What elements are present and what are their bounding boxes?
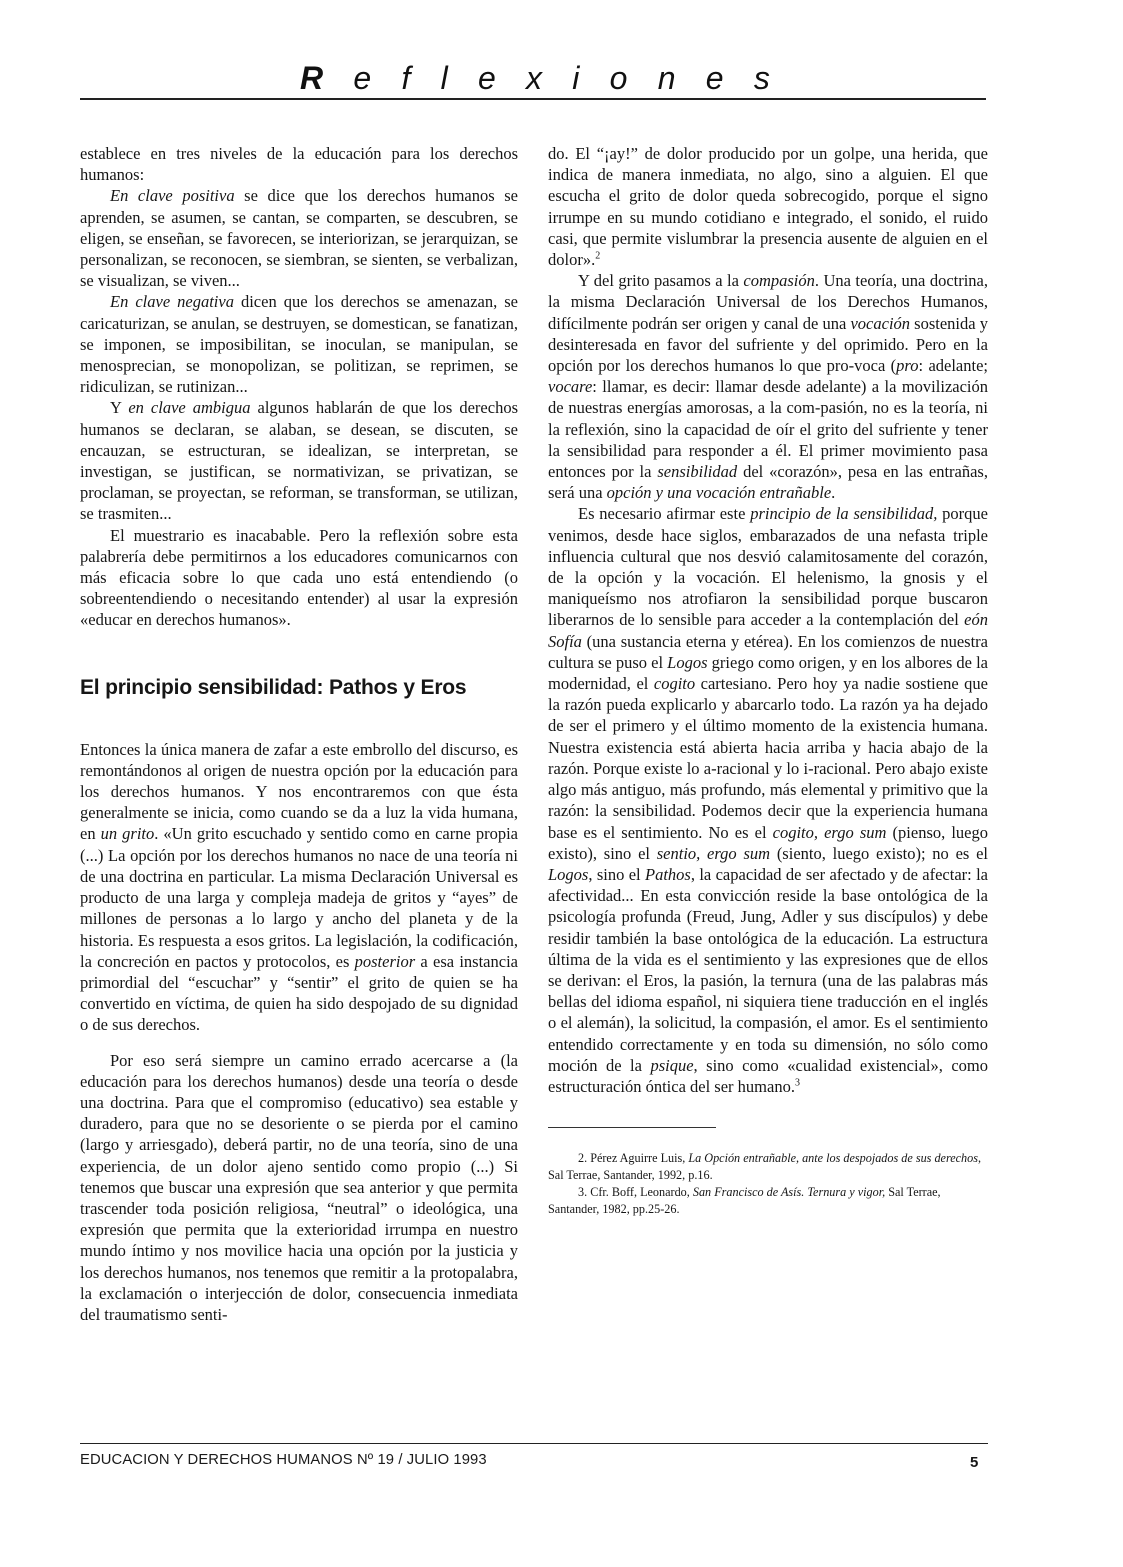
- logos-emphasis: Logos: [548, 864, 589, 884]
- cogito-emphasis: cogito: [653, 674, 696, 694]
- continuation-paragraph: [548, 143, 988, 270]
- compasion-text: del «corazón», pesa en las entrañas, será una: [548, 462, 988, 503]
- necesario-text: griego como origen, y en los albores de la modernidad, el: [548, 652, 989, 694]
- positive-key-paragraph: [80, 185, 518, 291]
- footnote-text: 2. Pérez Aguirre Luis,: [578, 1151, 689, 1166]
- header-letter: R: [300, 60, 324, 96]
- cogito-ergo-sum-emphasis: cogito, ergo sum: [772, 822, 887, 842]
- posterior-emphasis: posterior: [354, 951, 416, 971]
- header-letter: e: [705, 60, 724, 96]
- necesario-text: (pienso, luego existo), sino el: [548, 822, 989, 863]
- compasion-text: . Una teoría, una doctrina, la misma Declaración Universal de los Derechos Humanos, difícilmente podrán ser origen y canal de una: [548, 271, 988, 333]
- muestrario-paragraph: El muestrario es inacabable. Pero la reflexión sobre esta palabrería debe permitirnos a los educadores comunicarnos con más eficacia sobre lo que cada uno está entendiendo (o sobreentendiendo o necesitando entender) al usar la expresión «educar en derechos humanos».: [80, 525, 518, 630]
- left-column: [80, 143, 518, 1325]
- header-letter: l: [440, 60, 448, 96]
- footnote-ref-2: 2: [595, 250, 601, 262]
- positive-key-text: se dice que los derechos humanos se aprenden, se asumen, se cantan, se comparten, se descubren, se eligen, se enseñan, se favorecen, se interiorizan, se jerarquizan, se personalizan, se reconocen, se siembran, se sienten, se verbalizan, se visualizan, se viven...: [80, 186, 518, 291]
- page-number: 5: [970, 1454, 979, 1471]
- journal-footer: EDUCACION Y DERECHOS HUMANOS Nº 19 / JULIO 1993: [80, 1452, 487, 1468]
- sensibilidad-emphasis: sensibilidad: [657, 462, 738, 482]
- necesario-paragraph: [548, 503, 988, 1097]
- positive-key-lead: En clave positiva: [110, 186, 235, 206]
- header-letter: n: [657, 60, 676, 96]
- pro-emphasis: pro: [896, 356, 919, 376]
- compasion-text: Y del grito pasamos a la: [578, 271, 744, 291]
- compasion-text: : adelante;: [918, 356, 988, 376]
- footnote-2: [548, 1150, 988, 1184]
- logos-emphasis: Logos: [667, 652, 708, 672]
- necesario-text: (una sustancia eterna y etérea). En los comienzos de nuestra cultura se puso el: [548, 631, 988, 672]
- negative-key-lead: En clave negativa: [110, 292, 234, 312]
- compasion-text: : llamar, es decir: llamar desde adelante) a la movilización de nuestras energías amorosas, a la com-pasión, no es la teoría, ni la reflexión, sino la capacidad de oír el grito del sufriente y tener la sensibilidad para responder a él. El primer movimiento pasa entonces por la: [548, 377, 988, 482]
- footnote-3: [548, 1184, 988, 1218]
- vocare-emphasis: vocare: [548, 377, 593, 397]
- footnote-text: Sal Terrae, Santander, 1982, pp.25-26.: [548, 1185, 941, 1217]
- footnote-book-title: La Opción entrañable, ante los despojados de sus derechos: [688, 1151, 978, 1166]
- header-letter: s: [753, 60, 770, 96]
- eon-sofia-emphasis: eón Sofía: [548, 610, 988, 651]
- necesario-text: (siento, luego existo); no es el: [770, 843, 988, 863]
- footer-rule: [80, 1443, 988, 1444]
- running-header-title: [300, 60, 770, 96]
- header-letter: f: [401, 60, 411, 96]
- grito-emphasis: un grito: [100, 824, 155, 844]
- opcion-vocacion-emphasis: opción y una vocación entrañable: [606, 483, 832, 503]
- header-letter: e: [353, 60, 372, 96]
- intro-paragraph: establece en tres niveles de la educación para los derechos humanos:: [80, 144, 518, 185]
- negative-key-text: dicen que los derechos se amenazan, se caricaturizan, se anulan, se destruyen, se domestican, se fanatizan, se imponen, se imposibilitan, se inoculan, se manipulan, se menosprecian, se monopolizan, se politizan, se reprimen, se ridiculizan, se rutinizan...: [80, 292, 519, 397]
- grito-text-a: Entonces la única manera de zafar a este embrollo del discurso, es remontándonos al origen de nuestra opción por la educación para los derechos humanos. Y nos encontraremos con que ésta generalmente se inicia, como cuando se da a luz la vida humana, en: [80, 739, 518, 844]
- header-rule: [80, 98, 986, 100]
- pathos-emphasis: Pathos: [645, 864, 691, 884]
- necesario-text: , sino como «cualidad existencial», como estructuración óntica del ser humano.: [548, 1055, 988, 1096]
- section-heading: El principio sensibilidad: Pathos y Eros: [80, 675, 467, 699]
- header-letter: o: [609, 60, 628, 96]
- negative-key-paragraph: [80, 291, 518, 397]
- necesario-text: cartesiano. Pero hoy ya nadie sostiene que la razón pueda explicarlo y abarcarlo todo. La razón ya ha dejado de ser el primero y el último momento de la existencia humana. Nuestra existencia está abierta hacia arriba y hacia abajo de la razón. Porque existe lo a-racional y lo i-racional. Pero abajo existe algo más antiguo, más profundo, más elemental y primitivo que la razón: la sensibilidad. Podemos decir que la experiencia humana base es el sentimiento. No es el: [548, 674, 988, 842]
- grito-text-c: a esa instancia primordial del “escuchar” y “sentir” el grito de quien se ha convertido en víctima, de quien ha sido despojado de su dignidad o de sus derechos.: [80, 951, 518, 1035]
- footnote-text: , Sal Terrae, Santander, 1992, p.16.: [548, 1151, 982, 1183]
- vocacion-emphasis: vocación: [850, 313, 911, 333]
- footnote-ref-3: 3: [794, 1077, 800, 1089]
- psique-emphasis: psique: [650, 1055, 694, 1075]
- footnote-book-title: San Francisco de Asís. Ternura y vigor,: [692, 1185, 886, 1200]
- ambiguous-key-lead: en clave ambigua: [128, 398, 251, 418]
- necesario-text: , la capacidad de ser afectado y de afectar: la afectividad... En esta convicción reside la base ontológica de la psicología profunda (Freud, Jung, Adler y sus discípulos) y debe residir también la base ontológica de la educación. La estructura última de la vida es el sentimiento y las expresiones que de ellos se derivan: el Eros, la pasión, la ternura (una de las palabras más bellas del idioma español, ni siquiera tiene traducción en el inglés o el alemán), la solicitud, la compasión, el amor. Es el sentimiento entendido correctamente y en toda su dimensión, no sólo como moción de la: [548, 864, 988, 1075]
- compasion-emphasis: compasión: [743, 271, 815, 291]
- principio-emphasis: principio de la sensibilidad,: [750, 504, 938, 524]
- compasion-text: sostenida y desinteresada en favor del sufriente y del oprimido. Pero en la opción por los derechos humanos lo que pro-voca (: [548, 313, 988, 376]
- ambiguous-key-pre: Y: [110, 398, 129, 418]
- necesario-text: Es necesario afirmar este: [578, 504, 751, 524]
- grito-text-b: . «Un grito escuchado y sentido como en carne propia (...) La opción por los derechos humanos no nace de una teoría ni de una doctrina en particular. La misma Declaración Universal es producto de una larga y compleja madeja de gritos y “ayes” de millones de personas a lo largo y ancho del planeta y de la historia. Es respuesta a esos gritos. La legislación, la codificación, la concreción en pactos y protocolos, es: [80, 824, 519, 971]
- compasion-paragraph: [548, 270, 988, 503]
- grito-paragraph: [80, 739, 518, 1036]
- continuation-text: do. El “¡ay!” de dolor producido por un golpe, una herida, que indica de manera inmediata, no algo, sino a alguien. El que escucha el grito de dolor queda sobrecogido, porque el signo irrumpe en su mundo cotidiano e integrado, el sonido, el ruido casi, que permite vislumbrar la presencia ausente de alguien en el dolor».: [548, 144, 988, 270]
- camino-errado-paragraph: Por eso será siempre un camino errado acercarse a (la educación para los derechos humanos) desde una teoría o desde una doctrina. Para que el compromiso (educativo) sea estable y duradero, para que no se desoriente o se pierda por el camino (largo y arriesgado), deberá partir, no de una teoría, sino de una experiencia, de un dolor ajeno sentido como propio (...) Si tenemos que buscar una expresión que sea anterior y que permita trascender toda posición religiosa, “neutral” o ideológica, una expresión que permita que la exterioridad irrumpa en nuestro mundo íntimo y nos movilice hacia una opción por la justicia y los derechos humanos, nos tenemos que remitir a la protopalabra, la exclamación o interjección de dolor, consecuencia inmediata del traumatismo senti-: [80, 1050, 518, 1324]
- ambiguous-key-paragraph: [80, 397, 518, 524]
- header-letter: i: [572, 60, 580, 96]
- footnote-separator: [548, 1127, 716, 1128]
- right-column: [548, 143, 988, 1218]
- sentio-ergo-sum-emphasis: sentio, ergo sum: [656, 843, 771, 863]
- header-letter: e: [477, 60, 496, 96]
- footnote-text: 3. Cfr. Boff, Leonardo,: [578, 1185, 693, 1200]
- compasion-text: .: [831, 483, 836, 503]
- ambiguous-key-text: algunos hablarán de que los derechos humanos se declaran, se alaban, se desean, se discuten, se encauzan, se estructuran, se idealizan, se interpretan, se investigan, se justifican, se normativizan, se privatizan, se proclaman, se proyectan, se reforman, se transforman, se utilizan, se trasmiten...: [80, 398, 518, 524]
- header-letter: x: [526, 60, 543, 96]
- necesario-text: , sino el: [588, 864, 645, 884]
- necesario-text: porque venimos, desde hace siglos, embarazados de una nefasta triple influencia cultural que nos desvió calamitosamente del corazón, de la opción y la vocación. El helenismo, la gnosis y el maniqueísmo nos atrofiaron la sensibilidad porque buscaron liberarnos de lo sensible para acceder a la contemplación del: [548, 504, 988, 630]
